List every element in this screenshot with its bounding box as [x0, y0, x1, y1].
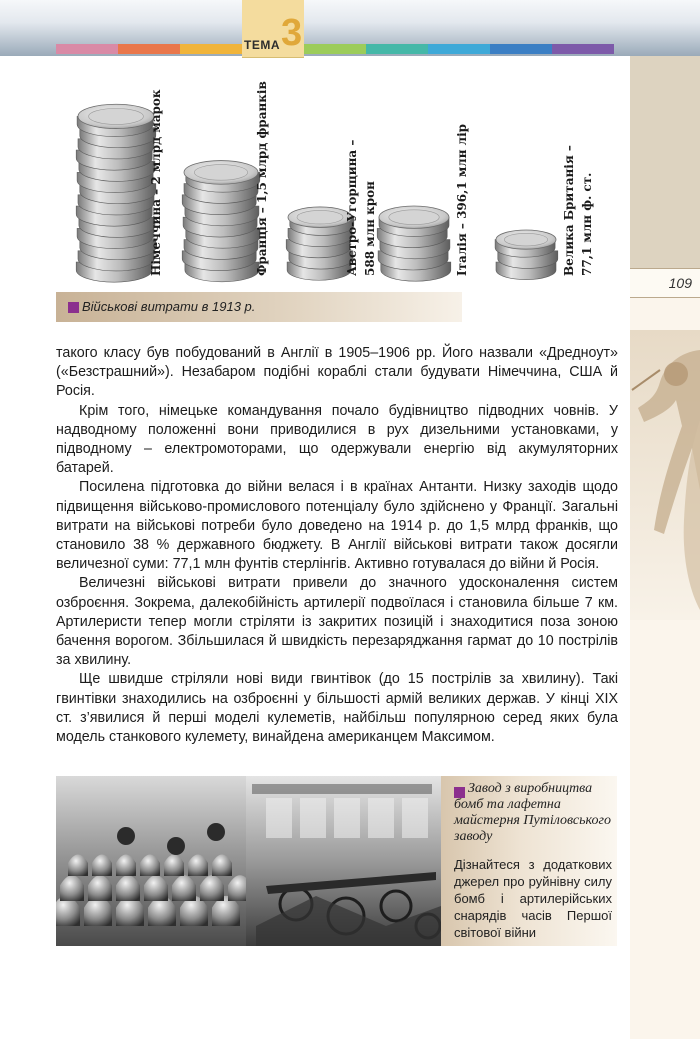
stripe-segment — [304, 44, 366, 54]
caption-marker — [68, 302, 79, 313]
stripe-segment — [180, 44, 242, 54]
photo-caption — [441, 776, 617, 946]
stripe-segment — [490, 44, 552, 54]
page-number-box — [630, 268, 700, 298]
worker-figure — [117, 827, 135, 845]
chart-label: Австро-Угорщина – — [345, 139, 359, 276]
right-margin-top — [630, 56, 700, 268]
page-number: 109 — [668, 275, 692, 291]
chart-caption-text: Військові витрати в 1913 р. — [82, 299, 256, 314]
chart-caption — [56, 292, 462, 322]
worker-figure — [207, 823, 225, 841]
topic-number: 3 — [281, 12, 303, 54]
coin-face — [194, 165, 247, 181]
coin-face — [389, 210, 439, 225]
factory-photos — [56, 776, 441, 946]
stripe-segment — [552, 44, 614, 54]
coin-stack-1 — [76, 104, 156, 282]
coin-stack-2 — [182, 161, 260, 282]
chart-label: 77,1 млн ф. ст. — [580, 172, 594, 276]
coin-stack-4 — [377, 206, 451, 281]
photo-caption-text: Дізнайтеся з додаткових джерел про руйнівну силу бомб і артилерійських снарядів часів Першої світової війни — [454, 857, 612, 940]
stripe-segment — [118, 44, 180, 54]
photo-caption-title: Завод з виробництва бомб та лафетна майстерня Путіловського заводу — [454, 781, 611, 844]
worker-figure — [167, 837, 185, 855]
body-text — [56, 344, 618, 747]
paragraph: Посилена підготовка до війни велася і в країнах Антанти. Низку заходів щодо підвищення військово-промислового потенціалу було здійснено у Франції. Загальні витрати на військові потреби було доведено на 1914 р. до 1,5 млрд франків, що становило 38 % державного бюджету. В Англії військові витрати також досягли величезної суми: 77,1 млн фунтів стерлінгів. Активно готувалася до війни й Росія. — [56, 479, 618, 573]
coin-stack-3 — [286, 207, 354, 280]
chart-label: Німеччина – 2 млрд марок — [149, 89, 163, 276]
coin-face — [297, 210, 343, 224]
chart-label: Франція – 1,5 млрд франків — [255, 81, 269, 276]
paragraph: Величезні військові витрати привели до значного удосконалення систем озброєння. Зокрема, далекобійність артилерії подвоїлася і становила більше 7 км. Артилеристи тепер могли стріляти із закритих позицій і знаходитися поза зоною бачення ворогом. Збільшилася й швидкість перезаряджання гармат до 10 пострілів за хвилину. — [56, 575, 618, 669]
coin-stack-5 — [495, 230, 558, 280]
color-stripe — [56, 44, 614, 54]
military-spending-chart — [56, 56, 630, 292]
soldier-illustration — [630, 330, 700, 620]
chart-label: Велика Британія – — [562, 145, 576, 276]
paragraph: такого класу був побудований в Англії в 1905–1906 рр. Його назвали «Дредноут» («Безстрашний»). Незабаром подібні кораблі стали будувати Німеччина, США й Росія. — [56, 345, 618, 400]
chart-label: Італія – 396,1 млн лір — [455, 123, 469, 276]
chart-label: 588 млн крон — [363, 181, 377, 276]
stripe-segment — [366, 44, 428, 54]
stripe-segment — [56, 44, 118, 54]
paragraph: Крім того, німецьке командування почало будівництво підводних човнів. У надводному положенні вони приводилися в рух дизельними установками, у підводному – електромоторами, що одержували енергію від акумуляторних батарей. — [56, 402, 618, 477]
coin-face — [504, 233, 547, 246]
coin-face — [89, 108, 144, 124]
stripe-segment — [428, 44, 490, 54]
topic-label: ТЕМА — [244, 38, 280, 52]
paragraph: Ще швидше стріляли нові види гвинтівок (до 15 пострілів за хвилину). Такі гвинтівки знаходились на озброєнні у більшості армій великих держав. У кінці XIX ст. з’явилися й перші моделі кулеметів, найбільш популярною серед яких була модель станкового кулемету, винайдена американцем Максимом. — [56, 671, 618, 746]
